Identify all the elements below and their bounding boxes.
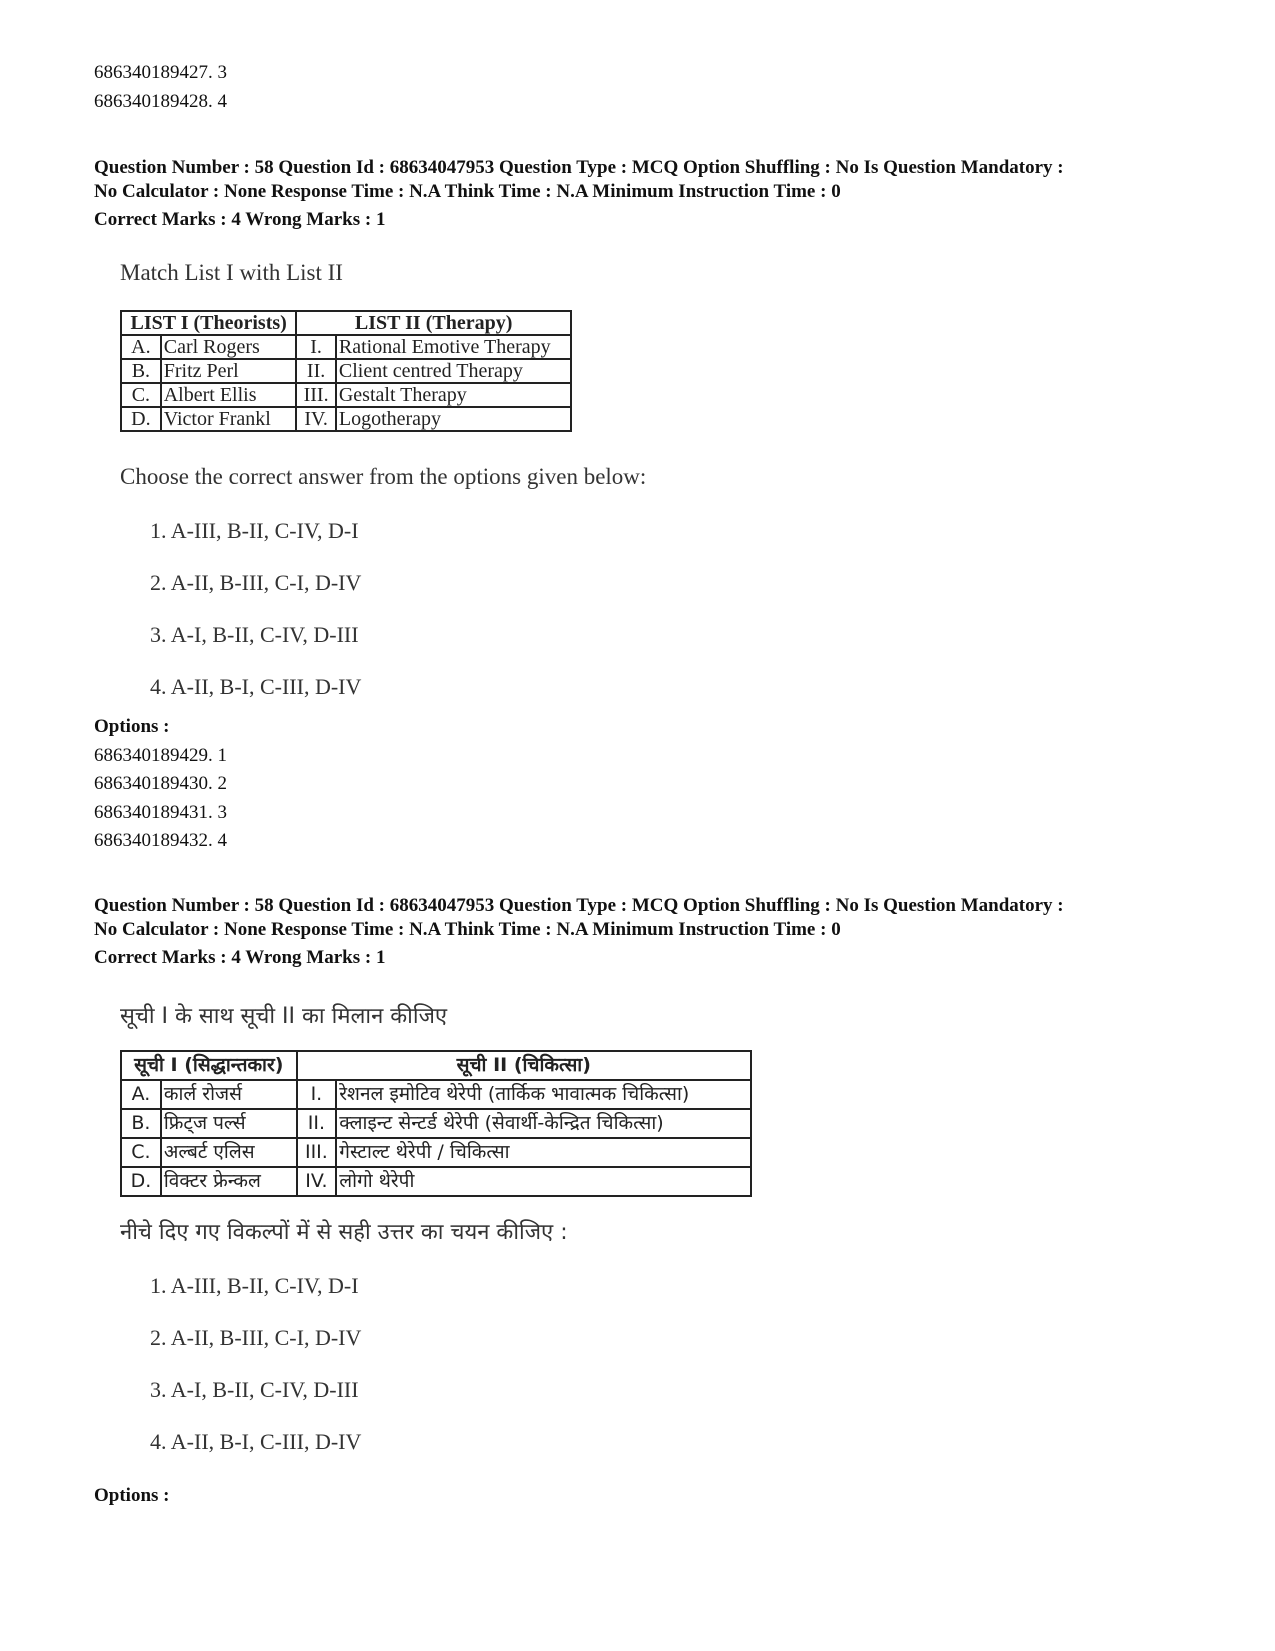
list1-header: सूची I (सिद्धान्तकार) <box>121 1051 297 1080</box>
question-title: Match List I with List II <box>120 260 343 285</box>
list2-item: रेशनल इमोटिव थेरेपी (तार्किक भावात्मक चिकित्सा) <box>336 1080 751 1109</box>
choice-2: 2. A-II, B-III, C-I, D-IV <box>150 570 362 595</box>
table-row <box>121 1167 751 1196</box>
list2-numeral: II. <box>296 359 336 383</box>
choice-3: 3. A-I, B-II, C-IV, D-III <box>150 1377 359 1402</box>
question-meta-line1: Question Number : 58 Question Id : 68634047953 Question Type : MCQ Option Shuffling : No Is Question Mandatory : <box>94 157 1064 178</box>
list2-numeral: I. <box>296 335 336 359</box>
list2-numeral: II. <box>297 1109 337 1138</box>
list2-numeral: I. <box>297 1080 337 1109</box>
question-title: सूची I के साथ सूची II का मिलान कीजिए <box>120 1004 448 1029</box>
question-header-hi <box>94 894 1064 970</box>
list2-item: Logotherapy <box>336 407 571 431</box>
question-marks: Correct Marks : 4 Wrong Marks : 1 <box>94 209 386 230</box>
list1-item: अल्बर्ट एलिस <box>161 1138 297 1167</box>
choose-instruction: नीचे दिए गए विकल्पों में से सही उत्तर का चयन कीजिए : <box>120 1220 568 1245</box>
list1-item: फ्रिट्ज पर्ल्स <box>161 1109 297 1138</box>
list1-letter: B. <box>121 359 161 383</box>
table-row <box>121 383 571 407</box>
list2-item: Client centred Therapy <box>336 359 571 383</box>
question-meta-line1: Question Number : 58 Question Id : 68634047953 Question Type : MCQ Option Shuffling : No Is Question Mandatory : <box>94 895 1064 916</box>
table-row <box>121 1109 751 1138</box>
choice-1: 1. A-III, B-II, C-IV, D-I <box>150 518 359 543</box>
option-id-4: 686340189432. 4 <box>94 830 227 851</box>
list1-item: Carl Rogers <box>161 335 297 359</box>
list1-item: कार्ल रोजर्स <box>161 1080 297 1109</box>
list2-item: गेस्टाल्ट थेरेपी / चिकित्सा <box>336 1138 751 1167</box>
options-label: Options : <box>94 1485 170 1506</box>
list1-item: विक्टर फ्रेन्कल <box>161 1167 297 1196</box>
list1-item: Albert Ellis <box>161 383 297 407</box>
list1-letter: C. <box>121 1138 161 1167</box>
choice-1: 1. A-III, B-II, C-IV, D-I <box>150 1273 359 1298</box>
top-option-2: 686340189428. 4 <box>94 91 227 112</box>
table-row <box>121 407 571 431</box>
match-table-en <box>120 310 572 432</box>
list2-header: सूची II (चिकित्सा) <box>297 1051 751 1080</box>
list2-numeral: IV. <box>296 407 336 431</box>
list2-numeral: III. <box>297 1138 337 1167</box>
list1-letter: D. <box>121 407 161 431</box>
list1-letter: C. <box>121 383 161 407</box>
question-meta-line2: No Calculator : None Response Time : N.A Think Time : N.A Minimum Instruction Time : 0 <box>94 181 841 202</box>
list2-numeral: III. <box>296 383 336 407</box>
list2-item: क्लाइन्ट सेन्टर्ड थेरेपी (सेवार्थी-केन्द्रित चिकित्सा) <box>336 1109 751 1138</box>
list1-item: Victor Frankl <box>161 407 297 431</box>
table-row <box>121 335 571 359</box>
question-body-hi <box>120 1002 690 1454</box>
list1-letter: A. <box>121 1080 161 1109</box>
option-id-2: 686340189430. 2 <box>94 773 227 794</box>
list1-letter: B. <box>121 1109 161 1138</box>
choice-2: 2. A-II, B-III, C-I, D-IV <box>150 1325 362 1350</box>
options-label: Options : <box>94 716 170 737</box>
question-header-en <box>94 156 1064 232</box>
question-meta-line2: No Calculator : None Response Time : N.A Think Time : N.A Minimum Instruction Time : 0 <box>94 919 841 940</box>
list2-header: LIST II (Therapy) <box>296 311 571 335</box>
top-option-1: 686340189427. 3 <box>94 62 227 83</box>
table-row <box>121 1080 751 1109</box>
option-id-1: 686340189429. 1 <box>94 745 227 766</box>
choice-4: 4. A-II, B-I, C-III, D-IV <box>150 674 362 699</box>
list1-header: LIST I (Theorists) <box>121 311 296 335</box>
list1-letter: A. <box>121 335 161 359</box>
choose-instruction: Choose the correct answer from the options given below: <box>120 464 647 489</box>
option-id-3: 686340189431. 3 <box>94 802 227 823</box>
list2-item: लोगो थेरेपी <box>336 1167 751 1196</box>
table-row <box>121 1138 751 1167</box>
match-table-hi <box>120 1050 752 1197</box>
question-body-en <box>120 258 647 699</box>
list2-item: Gestalt Therapy <box>336 383 571 407</box>
choice-3: 3. A-I, B-II, C-IV, D-III <box>150 622 359 647</box>
list2-item: Rational Emotive Therapy <box>336 335 571 359</box>
table-row <box>121 359 571 383</box>
choice-4: 4. A-II, B-I, C-III, D-IV <box>150 1429 362 1454</box>
question-marks: Correct Marks : 4 Wrong Marks : 1 <box>94 947 386 968</box>
list1-item: Fritz Perl <box>161 359 297 383</box>
list2-numeral: IV. <box>297 1167 337 1196</box>
list1-letter: D. <box>121 1167 161 1196</box>
